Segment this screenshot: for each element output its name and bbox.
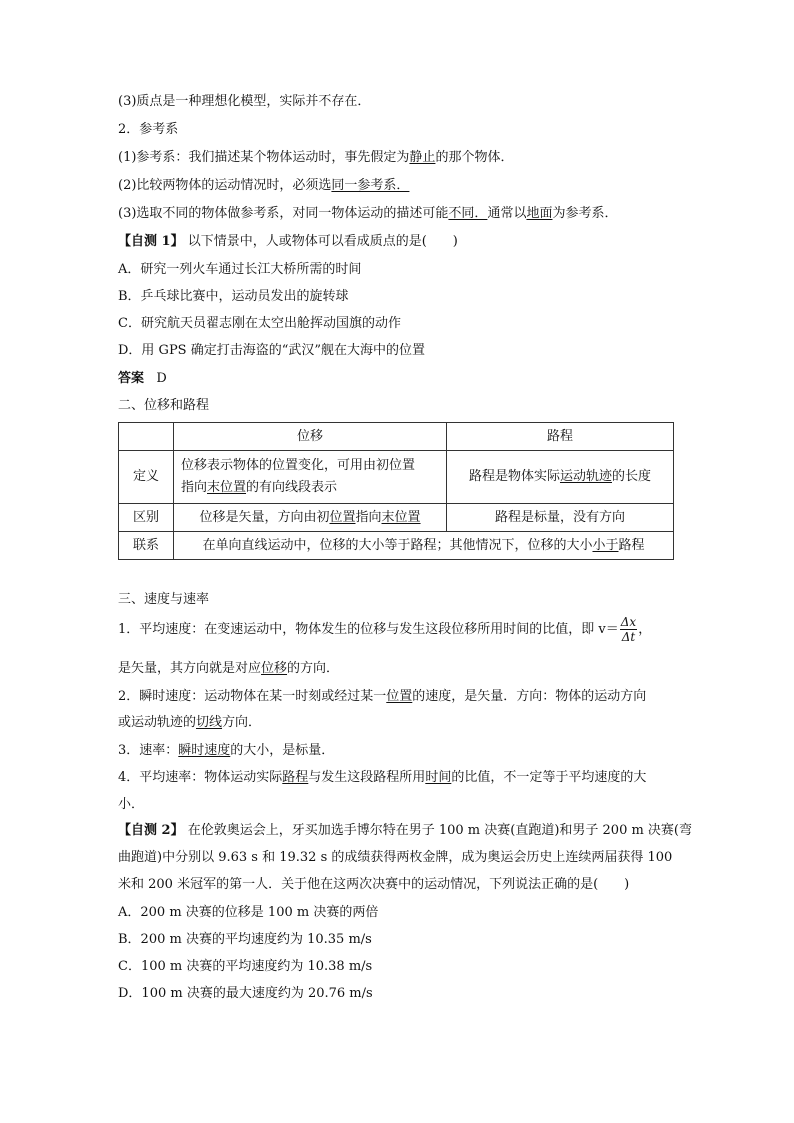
table-header-cell: 路程 <box>447 423 674 451</box>
answer <box>118 370 167 388</box>
text: ， <box>638 622 652 637</box>
underlined-term: 路程 <box>282 770 309 785</box>
underlined-term: 静止 <box>409 150 436 165</box>
text: 指向 <box>181 480 208 495</box>
paragraph <box>118 714 261 732</box>
section-heading <box>118 121 178 139</box>
question-tag: 【自测 1】 <box>118 234 184 249</box>
paragraph <box>118 615 651 645</box>
fraction <box>620 615 637 644</box>
paragraph <box>118 742 334 760</box>
text: 或运动轨迹的 <box>118 715 197 730</box>
text: (2)比较两物体的运动情况时，必须选 <box>118 178 332 193</box>
table-cell <box>447 451 674 504</box>
text: A．研究一列火车通过长江大桥所需的时间 <box>118 262 362 277</box>
text: (1)参考系：我们描述某个物体运动时，事先假定为 <box>118 150 410 165</box>
question-stem <box>118 233 458 251</box>
text: 曲跑道)中分别以 9.63 s 和 19.32 s 的成绩获得两枚金牌，成为奥运会历史上连续两届获得 100 <box>118 850 673 865</box>
text: 二、位移和路程 <box>118 398 210 413</box>
text: 路程是物体实际 <box>468 469 560 484</box>
option-a <box>118 904 378 922</box>
row-label: 区别 <box>119 504 174 532</box>
option-d <box>118 985 373 1003</box>
question-tag: 【自测 2】 <box>118 823 184 838</box>
underlined-term: 运动轨迹 <box>559 469 612 484</box>
paragraph <box>118 205 617 223</box>
text: 的大小，是标量． <box>230 743 335 758</box>
table-header-row <box>119 423 674 451</box>
table-row <box>119 532 674 560</box>
text: 的方向． <box>287 661 340 676</box>
text: C．100 m 决赛的平均速度约为 10.38 m/s <box>118 959 373 974</box>
question-stem <box>118 822 692 840</box>
text: 的有向线段表示 <box>246 480 338 495</box>
fraction-numerator: Δx <box>620 615 637 629</box>
section-heading <box>118 591 209 609</box>
paragraph <box>118 688 646 706</box>
text: 的速度，是矢量．方向：物体的运动方向 <box>412 689 647 704</box>
text: 位移是矢量，方向由初 <box>199 509 330 525</box>
text: C．研究航天员翟志刚在太空出舱挥动国旗的动作 <box>118 316 401 331</box>
text: 方向． <box>222 715 262 730</box>
text: 与发生这段路程所用 <box>308 770 426 785</box>
underlined-term: 瞬时速度 <box>178 743 231 758</box>
table-cell <box>174 451 447 504</box>
table-row <box>119 504 674 532</box>
text: 2．瞬时速度：运动物体在某一时刻或经过某一 <box>118 689 387 704</box>
paragraph <box>118 149 513 167</box>
text: 在伦敦奥运会上，牙买加选手博尔特在男子 100 m 决赛(直跑道)和男子 200 m 决赛(弯 <box>183 823 693 838</box>
text: 的长度 <box>612 469 652 484</box>
underlined-term: 同一参考系． <box>331 178 410 193</box>
text: 通常以 <box>487 206 527 221</box>
table-row <box>119 451 674 504</box>
text: 小． <box>118 797 145 812</box>
text: (3)质点是一种理想化模型，实际并不存在． <box>118 94 371 109</box>
comparison-table <box>118 422 674 560</box>
answer-value: D <box>156 371 167 386</box>
option-c <box>118 958 372 976</box>
underlined-term: 地面 <box>526 206 553 221</box>
underlined-term: 小于 <box>592 537 619 553</box>
underlined-term: 位置 <box>329 509 356 525</box>
text: (3)选取不同的物体做参考系，对同一物体运动的描述可能 <box>118 206 449 221</box>
option-c <box>118 315 401 333</box>
text: 1．平均速度：在变速运动中，物体发生的位移与发生这段位移所用时间的比值，即 v＝ <box>118 622 619 637</box>
table-header-cell: 位移 <box>174 423 447 451</box>
text: 米和 200 米冠军的第一人．关于他在这两次决赛中的运动情况，下列说法正确的是( ) <box>118 877 630 892</box>
text: 为参考系． <box>552 206 618 221</box>
text: D．100 m 决赛的最大速度约为 20.76 m/s <box>118 986 373 1001</box>
underlined-term: 时间 <box>425 770 452 785</box>
text: 指向 <box>355 509 382 525</box>
underlined-term: 不同． <box>448 206 488 221</box>
text: 位移表示物体的位置变化，可用由初位置 <box>181 458 416 473</box>
table-cell <box>174 532 674 560</box>
text: 2．参考系 <box>118 122 179 137</box>
answer-label: 答案 <box>118 371 145 386</box>
option-d <box>118 342 425 360</box>
text: B．200 m 决赛的平均速度约为 10.35 m/s <box>118 932 372 947</box>
underlined-term: 位移 <box>261 661 288 676</box>
text: 是矢量，其方向就是对应 <box>118 661 262 676</box>
underlined-term: 位置 <box>386 689 413 704</box>
text: 3．速率： <box>118 743 179 758</box>
paragraph <box>118 796 144 814</box>
paragraph <box>118 177 409 195</box>
row-label: 联系 <box>119 532 174 560</box>
text: B．乒乓球比赛中，运动员发出的旋转球 <box>118 289 349 304</box>
option-b <box>118 931 372 949</box>
text: 的那个物体． <box>435 150 514 165</box>
text: D．用 GPS 确定打击海盗的“武汉”舰在大海中的位置 <box>118 343 426 358</box>
row-label: 定义 <box>119 451 174 504</box>
table-cell <box>174 504 447 532</box>
question-stem <box>118 876 629 894</box>
option-b <box>118 288 349 306</box>
text: 在单向直线运动中，位移的大小等于路程；其他情况下，位移的大小 <box>202 537 593 553</box>
underlined-term: 末位置 <box>381 509 421 525</box>
text-line <box>181 477 446 499</box>
text: 三、速度与速率 <box>118 592 210 607</box>
text: 的比值，不一定等于平均速度的大 <box>451 770 647 785</box>
question-stem <box>118 849 672 867</box>
table-cell: 路程是标量，没有方向 <box>447 504 674 532</box>
text: 以下情景中，人或物体可以看成质点的是( ) <box>183 234 458 249</box>
text: 路程 <box>618 537 645 553</box>
text: 4．平均速率：物体运动实际 <box>118 770 283 785</box>
paragraph <box>118 660 339 678</box>
paragraph <box>118 769 646 787</box>
table-header-cell <box>119 423 174 451</box>
underlined-term: 切线 <box>196 715 223 730</box>
option-a <box>118 261 361 279</box>
fraction-denominator: Δt <box>621 630 636 644</box>
paragraph <box>118 93 370 111</box>
text: A．200 m 决赛的位移是 100 m 决赛的两倍 <box>118 905 379 920</box>
underlined-term: 末位置 <box>207 480 247 495</box>
section-heading <box>118 397 209 415</box>
